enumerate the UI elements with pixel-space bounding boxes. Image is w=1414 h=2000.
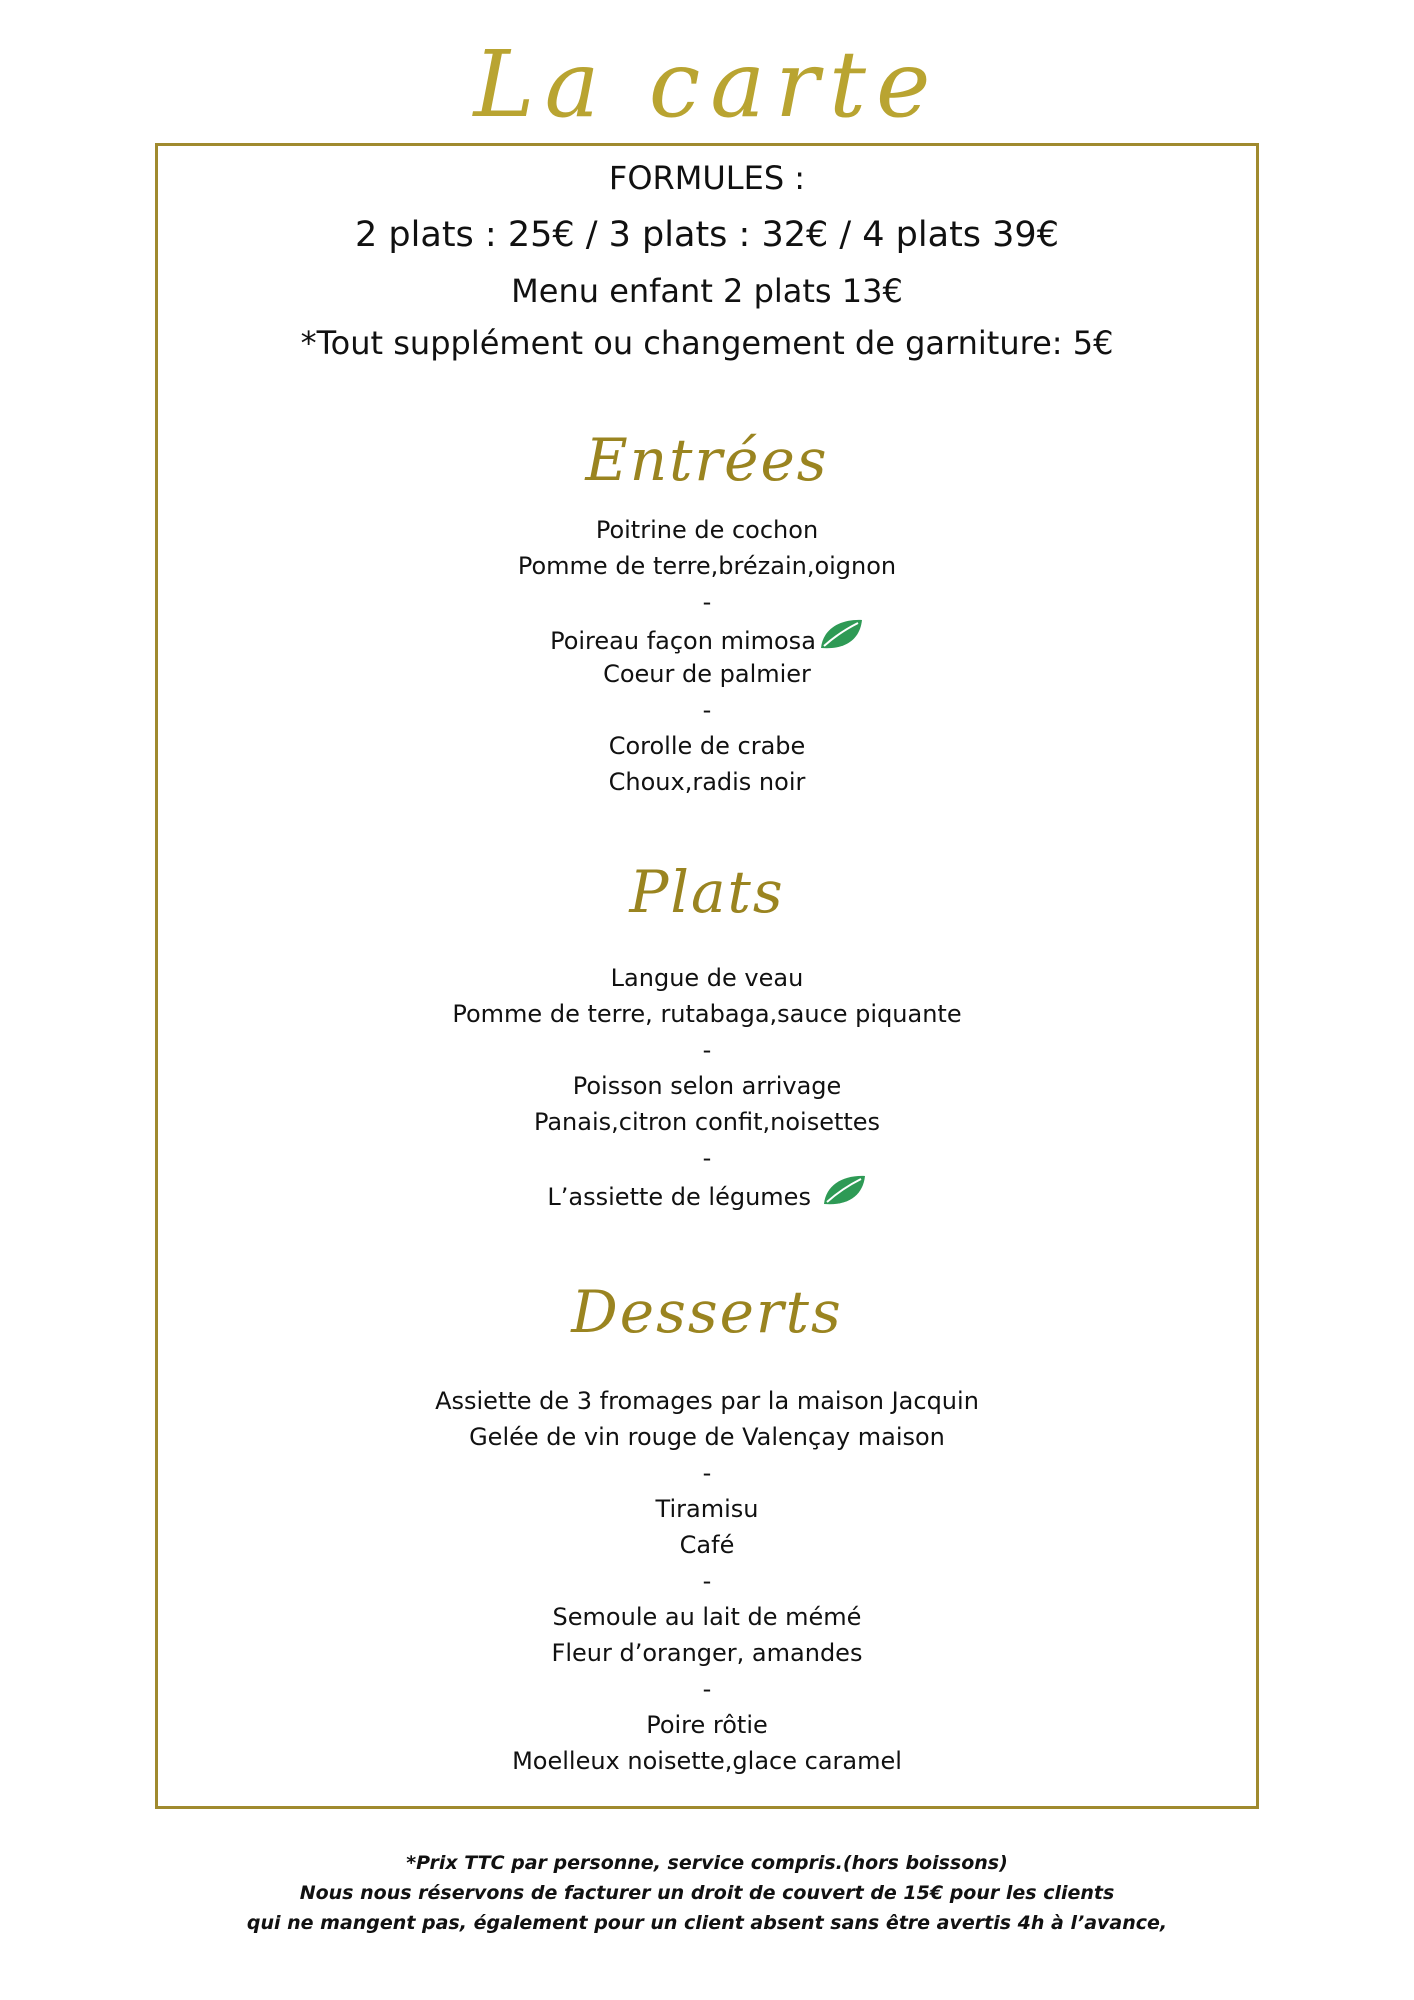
list-item: Poire rôtie xyxy=(646,1711,768,1739)
list-item: - xyxy=(702,696,712,724)
desserts-list xyxy=(0,1383,1414,1779)
list-item: Gelée de vin rouge de Valençay maison xyxy=(469,1423,945,1451)
plats-list xyxy=(0,960,1414,1212)
list-item: - xyxy=(702,1036,712,1064)
footnote-line: qui ne mangent pas, également pour un client absent sans être avertis 4h à l’avance, xyxy=(246,1912,1168,1934)
list-item xyxy=(0,620,1414,656)
list-item xyxy=(0,1176,1414,1212)
list-item: Pomme de terre, rutabaga,sauce piquante xyxy=(452,1000,962,1028)
list-item-label: Poireau façon mimosa xyxy=(550,627,816,655)
entrees-list xyxy=(0,512,1414,800)
list-item: Assiette de 3 fromages par la maison Jacquin xyxy=(435,1387,979,1415)
list-item: Pomme de terre,brézain,oignon xyxy=(517,552,897,580)
vegetarian-leaf-icon xyxy=(821,1173,867,1217)
section-title-plats: Plats xyxy=(629,858,785,926)
vegetarian-leaf-icon xyxy=(818,617,864,661)
list-item: Poitrine de cochon xyxy=(595,516,819,544)
list-item: Poisson selon arrivage xyxy=(572,1072,842,1100)
kids-menu: Menu enfant 2 plats 13€ xyxy=(511,272,903,310)
list-item: Semoule au lait de mémé xyxy=(552,1603,862,1631)
list-item: - xyxy=(702,1459,712,1487)
list-item: Panais,citron confit,noisettes xyxy=(533,1108,881,1136)
list-item: Café xyxy=(679,1531,735,1559)
footnote-line: *Prix TTC par personne, service compris.(hors boissons) xyxy=(406,1852,1008,1874)
list-item-label: L’assiette de légumes xyxy=(547,1183,819,1211)
list-item: - xyxy=(702,588,712,616)
list-item: Fleur d’oranger, amandes xyxy=(551,1639,863,1667)
section-title-desserts: Desserts xyxy=(571,1278,843,1346)
formules-heading: FORMULES : xyxy=(608,159,806,197)
list-item: Moelleux noisette,glace caramel xyxy=(512,1747,902,1775)
list-item: Corolle de crabe xyxy=(608,732,806,760)
footnote-line: Nous nous réservons de facturer un droit de couvert de 15€ pour les clients xyxy=(299,1882,1115,1904)
list-item: - xyxy=(702,1144,712,1172)
list-item: Choux,radis noir xyxy=(608,768,806,796)
list-item: Coeur de palmier xyxy=(603,660,811,688)
price-footnote xyxy=(0,1848,1414,1938)
list-item: Langue de veau xyxy=(610,964,804,992)
menu-title: La carte xyxy=(473,31,941,138)
list-item: - xyxy=(702,1567,712,1595)
section-title-entrees: Entrées xyxy=(585,426,829,494)
formules-prices: 2 plats : 25€ / 3 plats : 32€ / 4 plats 39€ xyxy=(355,215,1059,255)
list-item: Tiramisu xyxy=(655,1495,759,1523)
list-item: - xyxy=(702,1675,712,1703)
supplement-note: *Tout supplément ou changement de garniture: 5€ xyxy=(300,324,1114,362)
